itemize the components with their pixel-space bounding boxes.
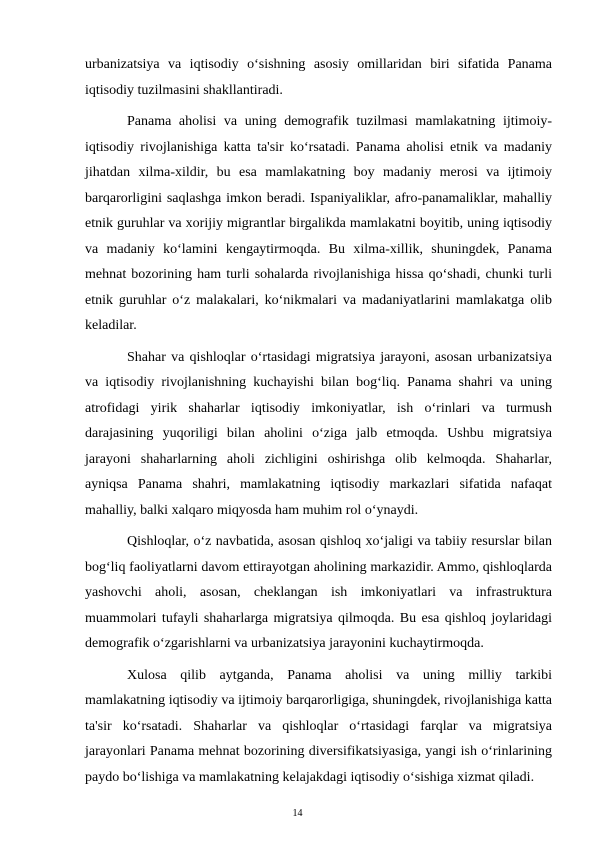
paragraph-villages: Qishloqlar, o‘z navbatida, asosan qishloq xo‘jaligi va tabiiy resurslar bilan bog‘liq faoliyatlarni davom ettirayotgan aholining markazidir. Ammo, qishloqlarda yashovchi aholi, asosan, cheklangan ish imkoniyatlari va infrastruktura muammolari tufayli shaharlarga migratsiya qilmoqda. Bu esa qishloq joylaridagi demografik o‘zgarishlarni va urbanizatsiya jarayonini kuchaytirmoqda. xyxy=(85,534,552,651)
paragraph-continuation: urbanizatsiya va iqtisodiy o‘sishning asosiy omillaridan biri sifatida Panama iqtisodiy tuzilmasini shakllantiradi. xyxy=(85,57,552,98)
paragraph-demographics: Panama aholisi va uning demografik tuzilmasi mamlakatning ijtimoiy-iqtisodiy rivojlanishiga katta ta'sir ko‘rsatadi. Panama aholisi etnik va madaniy jihatdan xilma-xildir, bu esa mamlakatning boy madaniy merosi va ijtimoiy barqarorligini saqlashga imkon beradi. Ispaniyaliklar, afro-panamaliklar, mahalliy etnik guruhlar va xorijiy migrantlar birgalikda mamlakatni boyitib, uning iqtisodiy va madaniy ko‘lamini kengaytirmoqda. Bu xilma-xillik, shuningdek, Panama mehnat bozorining ham turli sohalarda rivojlanishiga hissa qo‘shadi, chunki turli etnik guruhlar o‘z malakalari, ko‘nikmalari va madaniyatlarini mamlakatga olib keladilar. xyxy=(85,114,552,333)
page-number: 14 xyxy=(292,808,303,819)
document-page xyxy=(85,52,552,796)
paragraph-migration: Shahar va qishloqlar o‘rtasidagi migratsiya jarayoni, asosan urbanizatsiya va iqtisodiy rivojlanishning kuchayishi bilan bog‘liq. Panama shahri va uning atrofidagi yirik shaharlar iqtisodiy imkoniyatlar, ish o‘rinlari va turmush darajasining yuqoriligi bilan aholini o‘ziga jalb etmoqda. Ushbu migratsiya jarayoni shaharlarning aholi zichligini oshirishga olib kelmoqda. Shaharlar, ayniqsa Panama shahri, mamlakatning iqtisodiy markazlari sifatida nafaqat mahalliy, balki xalqaro miqyosda ham muhim rol o‘ynaydi. xyxy=(85,349,552,518)
paragraph-conclusion: Xulosa qilib aytganda, Panama aholisi va uning milliy tarkibi mamlakatning iqtisodiy va ijtimoiy barqarorligiga, shuningdek, rivojlanishiga katta ta'sir ko‘rsatadi. Shaharlar va qishloqlar o‘rtasidagi farqlar va migratsiya jarayonlari Panama mehnat bozorining diversifikatsiyasiga, yangi ish o‘rinlarining paydo bo‘lishiga va mamlakatning kelajakdagi iqtisodiy o‘sishiga xizmat qiladi. xyxy=(85,667,552,785)
